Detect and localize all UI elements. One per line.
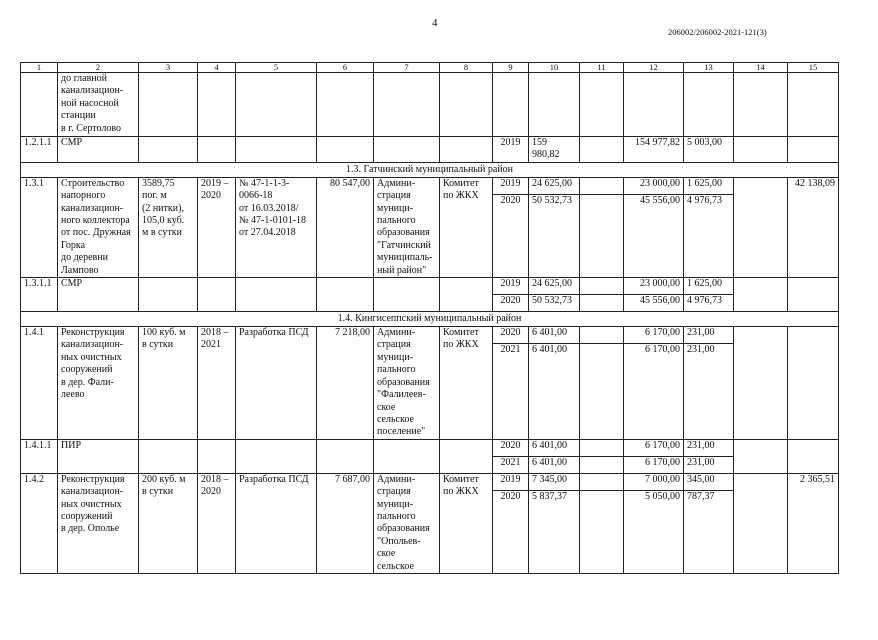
column-number: 6 xyxy=(317,63,374,73)
amount-cell: 1 625,00 xyxy=(684,177,734,194)
amount-cell: 5 003,00 xyxy=(684,137,734,163)
section-row xyxy=(21,312,839,327)
object-name: Строительство напорного канализацион- ного коллектора от пос. Дружная Горка до деревни Лампово xyxy=(58,177,139,277)
amount-cell: 231,00 xyxy=(684,327,734,344)
amount-cell: 2 365,51 xyxy=(788,473,839,573)
customer-organization: Админи- страция муници- пального образования "Опольев- ское сельское xyxy=(374,473,440,573)
year-cell: 2019 xyxy=(493,473,529,490)
object-name: до главной канализацион- ной насосной станции в г. Сертолово xyxy=(58,73,139,137)
capacity: 3589,75 пог. м (2 нитки), 105,0 куб. м в сутки xyxy=(139,177,198,277)
amount-cell: 231,00 xyxy=(684,439,734,456)
year-cell: 2021 xyxy=(493,344,529,439)
amount-cell: 50 532,73 xyxy=(529,295,580,312)
amount-cell: 23 000,00 xyxy=(624,177,684,194)
amount-cell: 24 625,00 xyxy=(529,278,580,295)
object-name: СМР xyxy=(58,278,139,312)
column-number: 14 xyxy=(734,63,788,73)
amount-cell: 45 556,00 xyxy=(624,295,684,312)
column-number: 1 xyxy=(21,63,58,73)
table-row xyxy=(21,473,839,490)
estimated-cost: 80 547,00 xyxy=(317,177,374,277)
amount-cell: 159 980,82 xyxy=(529,137,580,163)
program-table xyxy=(20,62,839,574)
row-number: 1.3.1 xyxy=(21,177,58,277)
object-name: ПИР xyxy=(58,439,139,473)
amount-cell: 154 977,82 xyxy=(624,137,684,163)
responsible-body: Комитет по ЖКХ xyxy=(440,177,493,277)
column-number: 2 xyxy=(58,63,139,73)
amount-cell: 6 170,00 xyxy=(624,456,684,473)
amount-cell: 6 401,00 xyxy=(529,439,580,456)
estimated-cost: 7 218,00 xyxy=(317,327,374,440)
amount-cell: 5 050,00 xyxy=(624,490,684,573)
amount-cell: 23 000,00 xyxy=(624,278,684,295)
amount-cell: 231,00 xyxy=(684,456,734,473)
row-number: 1.4.2 xyxy=(21,473,58,573)
section-row xyxy=(21,162,839,177)
object-name: Реконструкция канализацион- ных очистных сооружений в дер. Ополье xyxy=(58,473,139,573)
row-number: 1.4.1 xyxy=(21,327,58,440)
year-cell: 2019 xyxy=(493,177,529,194)
year-cell: 2019 xyxy=(493,137,529,163)
period: 2019 – 2020 xyxy=(198,177,236,277)
column-number: 10 xyxy=(529,63,580,73)
amount-cell: 7 345,00 xyxy=(529,473,580,490)
table-row xyxy=(21,73,839,137)
amount-cell: 1 625,00 xyxy=(684,278,734,295)
column-number: 3 xyxy=(139,63,198,73)
amount-cell: 45 556,00 xyxy=(624,195,684,278)
column-number: 12 xyxy=(624,63,684,73)
project-documentation: Разработка ПСД xyxy=(236,473,317,573)
column-number: 8 xyxy=(440,63,493,73)
object-name: Реконструкция канализацион- ных очистных сооружений в дер. Фали- леево xyxy=(58,327,139,440)
row-number: 1.4.1.1 xyxy=(21,439,58,473)
responsible-body: Комитет по ЖКХ xyxy=(440,327,493,440)
amount-cell: 6 170,00 xyxy=(624,439,684,456)
column-number: 9 xyxy=(493,63,529,73)
amount-cell: 231,00 xyxy=(684,344,734,439)
amount-cell: 4 976,73 xyxy=(684,195,734,278)
year-cell: 2020 xyxy=(493,439,529,456)
amount-cell: 5 837,37 xyxy=(529,490,580,573)
column-number: 7 xyxy=(374,63,440,73)
project-documentation: № 47-1-1-3- 0066-18 от 16.03.2018/ № 47-1-0101-18 от 27.04.2018 xyxy=(236,177,317,277)
amount-cell: 6 401,00 xyxy=(529,456,580,473)
amount-cell: 6 170,00 xyxy=(624,327,684,344)
amount-cell: 787,37 xyxy=(684,490,734,573)
column-number: 11 xyxy=(580,63,624,73)
column-number: 5 xyxy=(236,63,317,73)
year-cell: 2021 xyxy=(493,456,529,473)
column-number: 4 xyxy=(198,63,236,73)
amount-cell: 42 138,09 xyxy=(788,177,839,277)
section-title: 1.3. Гатчинский муниципальный район xyxy=(21,162,839,177)
amount-cell: 24 625,00 xyxy=(529,177,580,194)
year-cell: 2020 xyxy=(493,195,529,278)
amount-cell: 50 532,73 xyxy=(529,195,580,278)
year-cell: 2019 xyxy=(493,278,529,295)
amount-cell: 345,00 xyxy=(684,473,734,490)
column-numbers-row xyxy=(21,63,839,73)
capacity: 100 куб. м в сутки xyxy=(139,327,198,440)
table-row xyxy=(21,137,839,163)
row-number: 1.3.1.1 xyxy=(21,278,58,312)
table-row xyxy=(21,278,839,295)
customer-organization: Админи- страция муници- пального образования "Фалилеев- ское сельское поселение" xyxy=(374,327,440,440)
section-title: 1.4. Кингисеппский муниципальный район xyxy=(21,312,839,327)
amount-cell: 4 976,73 xyxy=(684,295,734,312)
estimated-cost: 7 687,00 xyxy=(317,473,374,573)
customer-organization: Админи- страция муници- пального образования "Гатчинский муниципаль- ный район" xyxy=(374,177,440,277)
year-cell: 2020 xyxy=(493,295,529,312)
column-number: 15 xyxy=(788,63,839,73)
table-row xyxy=(21,439,839,456)
amount-cell: 7 000,00 xyxy=(624,473,684,490)
period: 2018 – 2021 xyxy=(198,327,236,440)
object-name: СМР xyxy=(58,137,139,163)
capacity: 200 куб. м в сутки xyxy=(139,473,198,573)
table-row xyxy=(21,177,839,194)
amount-cell: 6 170,00 xyxy=(624,344,684,439)
year-cell: 2020 xyxy=(493,490,529,573)
amount-cell: 6 401,00 xyxy=(529,344,580,439)
project-documentation: Разработка ПСД xyxy=(236,327,317,440)
document-id: 206002/206002-2021-121(3) xyxy=(668,27,767,37)
page-number: 4 xyxy=(432,17,438,29)
year-cell: 2020 xyxy=(493,327,529,344)
period: 2018 – 2020 xyxy=(198,473,236,573)
table-row xyxy=(21,327,839,344)
column-number: 13 xyxy=(684,63,734,73)
row-number: 1.2.1.1 xyxy=(21,137,58,163)
responsible-body: Комитет по ЖКХ xyxy=(440,473,493,573)
amount-cell: 6 401,00 xyxy=(529,327,580,344)
